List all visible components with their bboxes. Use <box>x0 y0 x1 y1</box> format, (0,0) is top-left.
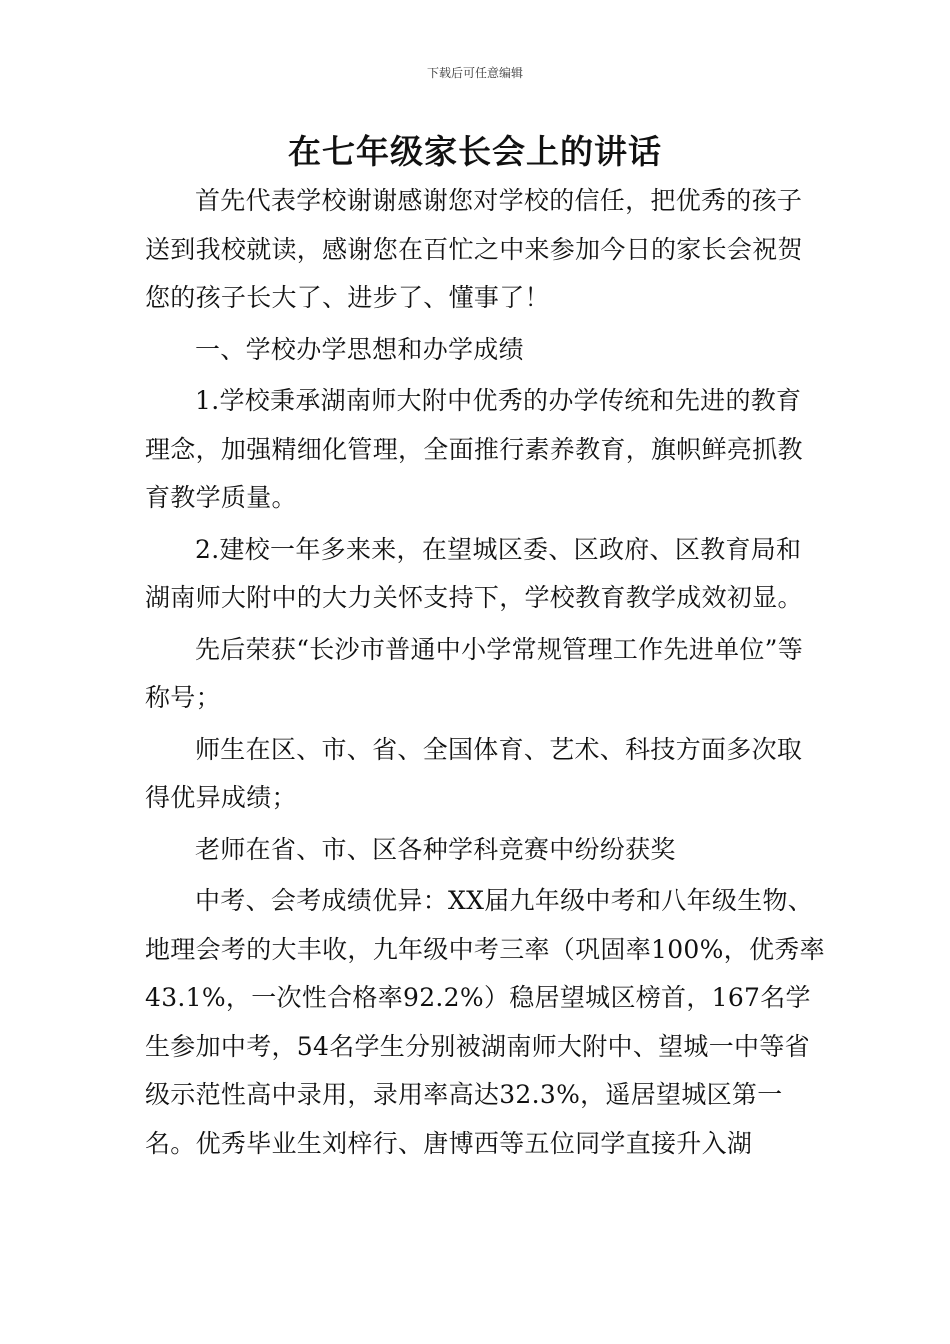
paragraph-item-1: 1.学校秉承湖南师大附中优秀的办学传统和先进的教育理念，加强精细化管理，全面推行素养教育，旗帜鲜亮抓教育教学质量。 <box>145 386 803 512</box>
document-body <box>145 177 825 1168</box>
paragraph-students: 师生在区、市、省、全国体育、艺术、科技方面多次取得优异成绩； <box>145 734 803 812</box>
paragraph-item-2: 2.建校一年多来来，在望城区委、区政府、区教育局和湖南师大附中的大力关怀支持下，学校教育教学成效初显。 <box>145 534 803 612</box>
page-title: 在七年级家长会上的讲话 <box>288 132 662 171</box>
paragraph-teachers: 老师在省、市、区各种学科竞赛中纷纷获奖 <box>195 834 676 864</box>
paragraph-intro: 首先代表学校谢谢感谢您对学校的信任，把优秀的孩子送到我校就读，感谢您在百忙之中来参加今日的家长会祝贺您的孩子长大了、进步了、懂事了！ <box>145 186 803 312</box>
header-note: 下载后可任意编辑 <box>426 66 523 80</box>
paragraph-exam-results: 中考、会考成绩优异：XX届九年级中考和八年级生物、地理会考的大丰收，九年级中考三率（巩固率100%，优秀率43.1%，一次性合格率92.2%）稳居望城区榜首，167名学生参加中考，54名学生分别被湖南师大附中、望城一中等省级示范性高中录用，录用率高达32.3%，遥居望城区第一名。优秀毕业生刘梓行、唐博西等五位同学直接升入湖 <box>145 886 825 1158</box>
section-heading-1: 一、学校办学思想和办学成绩 <box>195 334 524 364</box>
paragraph-honors: 先后荣获“长沙市普通中小学常规管理工作先进单位”等称号； <box>145 634 804 712</box>
